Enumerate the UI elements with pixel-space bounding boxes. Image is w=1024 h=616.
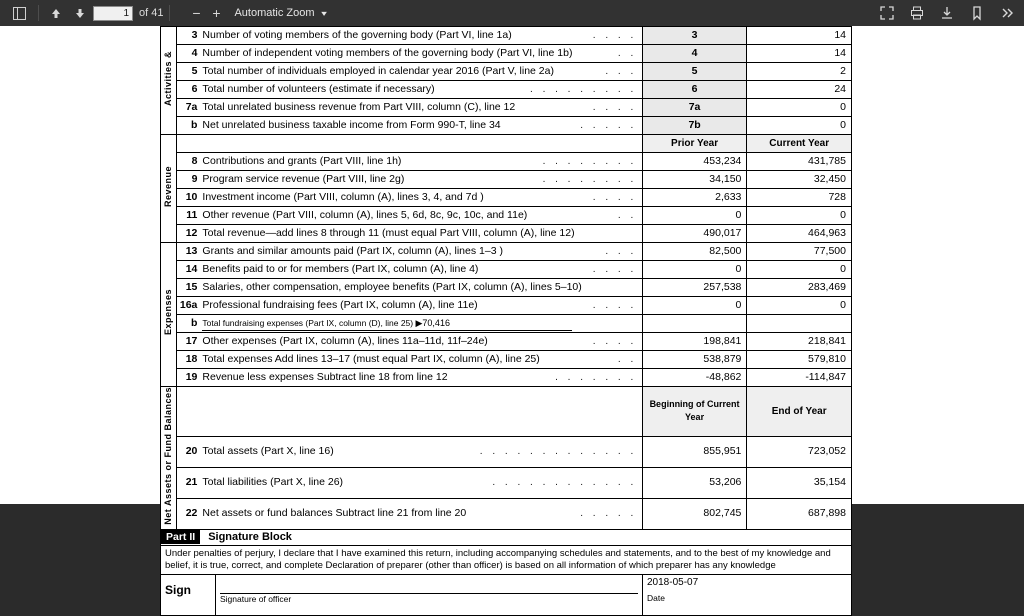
line-number: 9 xyxy=(176,171,200,189)
line-value: 14 xyxy=(747,27,852,45)
line-value: 14 xyxy=(747,45,852,63)
page-number-input[interactable] xyxy=(93,6,133,21)
line-value-current: 464,963 xyxy=(747,225,852,243)
line-description: Contributions and grants (Part VIII, line 1h) . . . . . . . . xyxy=(200,153,642,171)
part-ii-header xyxy=(161,530,851,546)
line-number: 6 xyxy=(176,81,200,99)
line-value-current: 77,500 xyxy=(747,243,852,261)
table-row xyxy=(161,63,852,81)
line-value-prior: 34,150 xyxy=(642,171,747,189)
line-box-number: 5 xyxy=(642,63,747,81)
perjury-statement: Under penalties of perjury, I declare that I have examined this return, including accompanying schedules and statements, and to the best of my knowledge and belief, it is true, correct, and complete Declaration of preparer (other than officer) is based on all information of which preparer has any knowledge xyxy=(165,547,831,571)
zoom-out-button[interactable]: − xyxy=(192,5,201,21)
signature-line xyxy=(220,577,638,594)
part-ii-signature-block xyxy=(160,530,852,616)
line-value-current: 0 xyxy=(747,207,852,225)
line-value: 0 xyxy=(747,117,852,135)
line-description: Total number of individuals employed in calendar year 2016 (Part V, line 2a) . . . xyxy=(200,63,642,81)
signature-row xyxy=(161,574,851,615)
line-box-number: 6 xyxy=(642,81,747,99)
line-value-prior: 490,017 xyxy=(642,225,747,243)
line-value-end: 35,154 xyxy=(747,467,852,498)
table-row xyxy=(161,27,852,45)
signature-of-officer-field[interactable] xyxy=(216,575,642,615)
table-row xyxy=(161,99,852,117)
line-number: 13 xyxy=(176,243,200,261)
line-value-prior: 2,633 xyxy=(642,189,747,207)
line-value-current: 218,841 xyxy=(747,333,852,351)
table-row xyxy=(161,243,852,261)
line-value-begin: 53,206 xyxy=(642,467,747,498)
table-row xyxy=(161,171,852,189)
toolbar-divider-2 xyxy=(169,5,170,21)
sign-here-label: Sign xyxy=(165,582,191,597)
line-number: 21 xyxy=(176,467,200,498)
part-ii-title: Signature Block xyxy=(208,531,292,544)
line-value: 0 xyxy=(747,99,852,117)
section-label-revenue: Revenue xyxy=(161,135,177,243)
zoom-level-label: Automatic Zoom xyxy=(234,7,315,19)
table-row xyxy=(161,498,852,529)
line-value-end: 687,898 xyxy=(747,498,852,529)
line-number: 14 xyxy=(176,261,200,279)
line-number: b xyxy=(176,315,200,333)
line-value-current: 431,785 xyxy=(747,153,852,171)
line-description: Other revenue (Part VIII, column (A), lines 5, 6d, 8c, 9c, 10c, and 11e) . . xyxy=(200,207,642,225)
toolbar-right-group xyxy=(868,0,1018,26)
line-description: Revenue less expenses Subtract line 18 from line 12 . . . . . . . xyxy=(200,369,642,387)
form-table-wrapper xyxy=(160,26,852,616)
line-description: Total assets (Part X, line 16) . . . . . . . . . . . . . xyxy=(200,436,642,467)
signature-date-value: 2018-05-07 xyxy=(647,576,699,588)
line-number: 19 xyxy=(176,369,200,387)
line-description: Total unrelated business revenue from Part VIII, column (C), line 12 . . . . xyxy=(200,99,642,117)
table-row xyxy=(161,279,852,297)
form-990-page xyxy=(0,26,1024,604)
line-description: Professional fundraising fees (Part IX, column (A), line 11e) . . . . xyxy=(200,297,642,315)
line-value: 2 xyxy=(747,63,852,81)
pdf-viewer-toolbar xyxy=(0,0,1024,26)
line-number: 10 xyxy=(176,189,200,207)
line-description: Net unrelated business taxable income from Form 990-T, line 34 . . . . . xyxy=(200,117,642,135)
next-page-icon[interactable] xyxy=(69,3,91,23)
table-row xyxy=(161,153,852,171)
line-description: Total number of volunteers (estimate if necessary) . . . . . . . . . xyxy=(200,81,642,99)
table-row xyxy=(161,467,852,498)
bookmark-icon[interactable] xyxy=(966,3,988,23)
line-description: Total expenses Add lines 13–17 (must equal Part IX, column (A), line 25) . . xyxy=(200,351,642,369)
line-value-current: 579,810 xyxy=(747,351,852,369)
page-count-label: of 41 xyxy=(139,7,164,19)
line-description: Total liabilities (Part X, line 26) . . . . . . . . . . . . xyxy=(200,467,642,498)
line-box-number: 4 xyxy=(642,45,747,63)
line-value-begin: 855,951 xyxy=(642,436,747,467)
line-number: 22 xyxy=(176,498,200,529)
toolbar-divider xyxy=(38,5,39,21)
date-caption: Date xyxy=(647,592,665,603)
line-value-prior: 0 xyxy=(642,207,747,225)
line-description: Investment income (Part VIII, column (A), lines 3, 4, and 7d ) . . . . xyxy=(200,189,642,207)
line-value-prior: 0 xyxy=(642,297,747,315)
download-icon[interactable] xyxy=(936,3,958,23)
column-header-prior-year: Prior Year xyxy=(642,135,747,153)
line-value-prior: 82,500 xyxy=(642,243,747,261)
table-row xyxy=(161,351,852,369)
line-box-number: 7b xyxy=(642,117,747,135)
table-row xyxy=(161,387,852,437)
line-number: 17 xyxy=(176,333,200,351)
table-row xyxy=(161,207,852,225)
column-header-current-year: Current Year xyxy=(747,135,852,153)
line-value-current: 283,469 xyxy=(747,279,852,297)
table-row xyxy=(161,117,852,135)
line-value-current xyxy=(747,315,852,333)
pdf-page-area[interactable] xyxy=(0,26,1024,604)
line-number: 18 xyxy=(176,351,200,369)
line-description: Salaries, other compensation, employee benefits (Part IX, column (A), lines 5–10) xyxy=(200,279,642,297)
line-value: 24 xyxy=(747,81,852,99)
sidebar-toggle-icon[interactable] xyxy=(8,3,30,23)
table-row xyxy=(161,45,852,63)
table-row xyxy=(161,333,852,351)
line-value-prior: 453,234 xyxy=(642,153,747,171)
line-description: Total fundraising expenses (Part IX, column (D), line 25) ▶70,416 xyxy=(200,315,642,333)
line-value-current: 0 xyxy=(747,261,852,279)
line-description: Grants and similar amounts paid (Part IX, column (A), lines 1–3 ) . . . xyxy=(200,243,642,261)
presentation-mode-icon[interactable] xyxy=(876,3,898,23)
line-number: 3 xyxy=(176,27,200,45)
spacer-cell xyxy=(176,135,642,153)
line-value-prior: -48,862 xyxy=(642,369,747,387)
line-value-prior: 538,879 xyxy=(642,351,747,369)
chevron-down-icon: ▾ xyxy=(320,8,327,18)
part-ii-tag: Part II xyxy=(161,530,200,544)
table-row xyxy=(161,436,852,467)
line-description: Number of independent voting members of the governing body (Part VI, line 1b) . . xyxy=(200,45,642,63)
form-summary-table xyxy=(160,26,852,530)
line-description: Total revenue—add lines 8 through 11 (must equal Part VIII, column (A), line 12) xyxy=(200,225,642,243)
column-header-beginning-of-year: Beginning of Current Year xyxy=(642,387,747,437)
fundraising-expenses-value: ▶70,416 xyxy=(415,317,450,328)
zoom-in-button[interactable]: + xyxy=(212,5,221,21)
line-value-prior: 257,538 xyxy=(642,279,747,297)
line-value-end: 723,052 xyxy=(747,436,852,467)
section-label-activities: Activities & xyxy=(161,27,177,135)
column-header-end-of-year: End of Year xyxy=(747,387,852,437)
line-description: Number of voting members of the governing body (Part VI, line 1a) . . . . xyxy=(200,27,642,45)
table-row xyxy=(161,261,852,279)
print-icon[interactable] xyxy=(906,3,928,23)
table-row xyxy=(161,81,852,99)
table-row xyxy=(161,135,852,153)
line-number: 7a xyxy=(176,99,200,117)
line-value-prior xyxy=(642,315,747,333)
signature-of-officer-caption: Signature of officer xyxy=(220,593,292,604)
line-value-prior: 198,841 xyxy=(642,333,747,351)
line-value-prior: 0 xyxy=(642,261,747,279)
table-row xyxy=(161,315,852,333)
section-label-expenses: Expenses xyxy=(161,243,177,387)
line-box-number: 3 xyxy=(642,27,747,45)
signature-date-field[interactable] xyxy=(642,575,851,615)
line-number: 20 xyxy=(176,436,200,467)
line-number: 4 xyxy=(176,45,200,63)
table-row xyxy=(161,369,852,387)
line-description: Net assets or fund balances Subtract line 21 from line 20 . . . . . xyxy=(200,498,642,529)
line-description: Benefits paid to or for members (Part IX, column (A), line 4) . . . . xyxy=(200,261,642,279)
more-tools-icon[interactable] xyxy=(996,3,1018,23)
line-number: 8 xyxy=(176,153,200,171)
line-value-current: 728 xyxy=(747,189,852,207)
line-number: 11 xyxy=(176,207,200,225)
line-value-current: 0 xyxy=(747,297,852,315)
line-number: 5 xyxy=(176,63,200,81)
line-description: Other expenses (Part IX, column (A), lines 11a–11d, 11f–24e) . . . . xyxy=(200,333,642,351)
table-row xyxy=(161,189,852,207)
spacer-cell xyxy=(176,387,642,437)
previous-page-icon[interactable] xyxy=(45,3,67,23)
table-row xyxy=(161,297,852,315)
line-value-current: -114,847 xyxy=(747,369,852,387)
section-label-net-assets: Net Assets or Fund Balances xyxy=(161,387,177,530)
line-value-begin: 802,745 xyxy=(642,498,747,529)
line-description: Program service revenue (Part VIII, line 2g) . . . . . . . . xyxy=(200,171,642,189)
zoom-level-select[interactable] xyxy=(234,7,325,19)
line-box-number: 7a xyxy=(642,99,747,117)
line-value-current: 32,450 xyxy=(747,171,852,189)
signature-fields xyxy=(215,575,851,615)
line-number: 15 xyxy=(176,279,200,297)
table-row xyxy=(161,225,852,243)
line-number: b xyxy=(176,117,200,135)
line-number: 16a xyxy=(176,297,200,315)
line-number: 12 xyxy=(176,225,200,243)
